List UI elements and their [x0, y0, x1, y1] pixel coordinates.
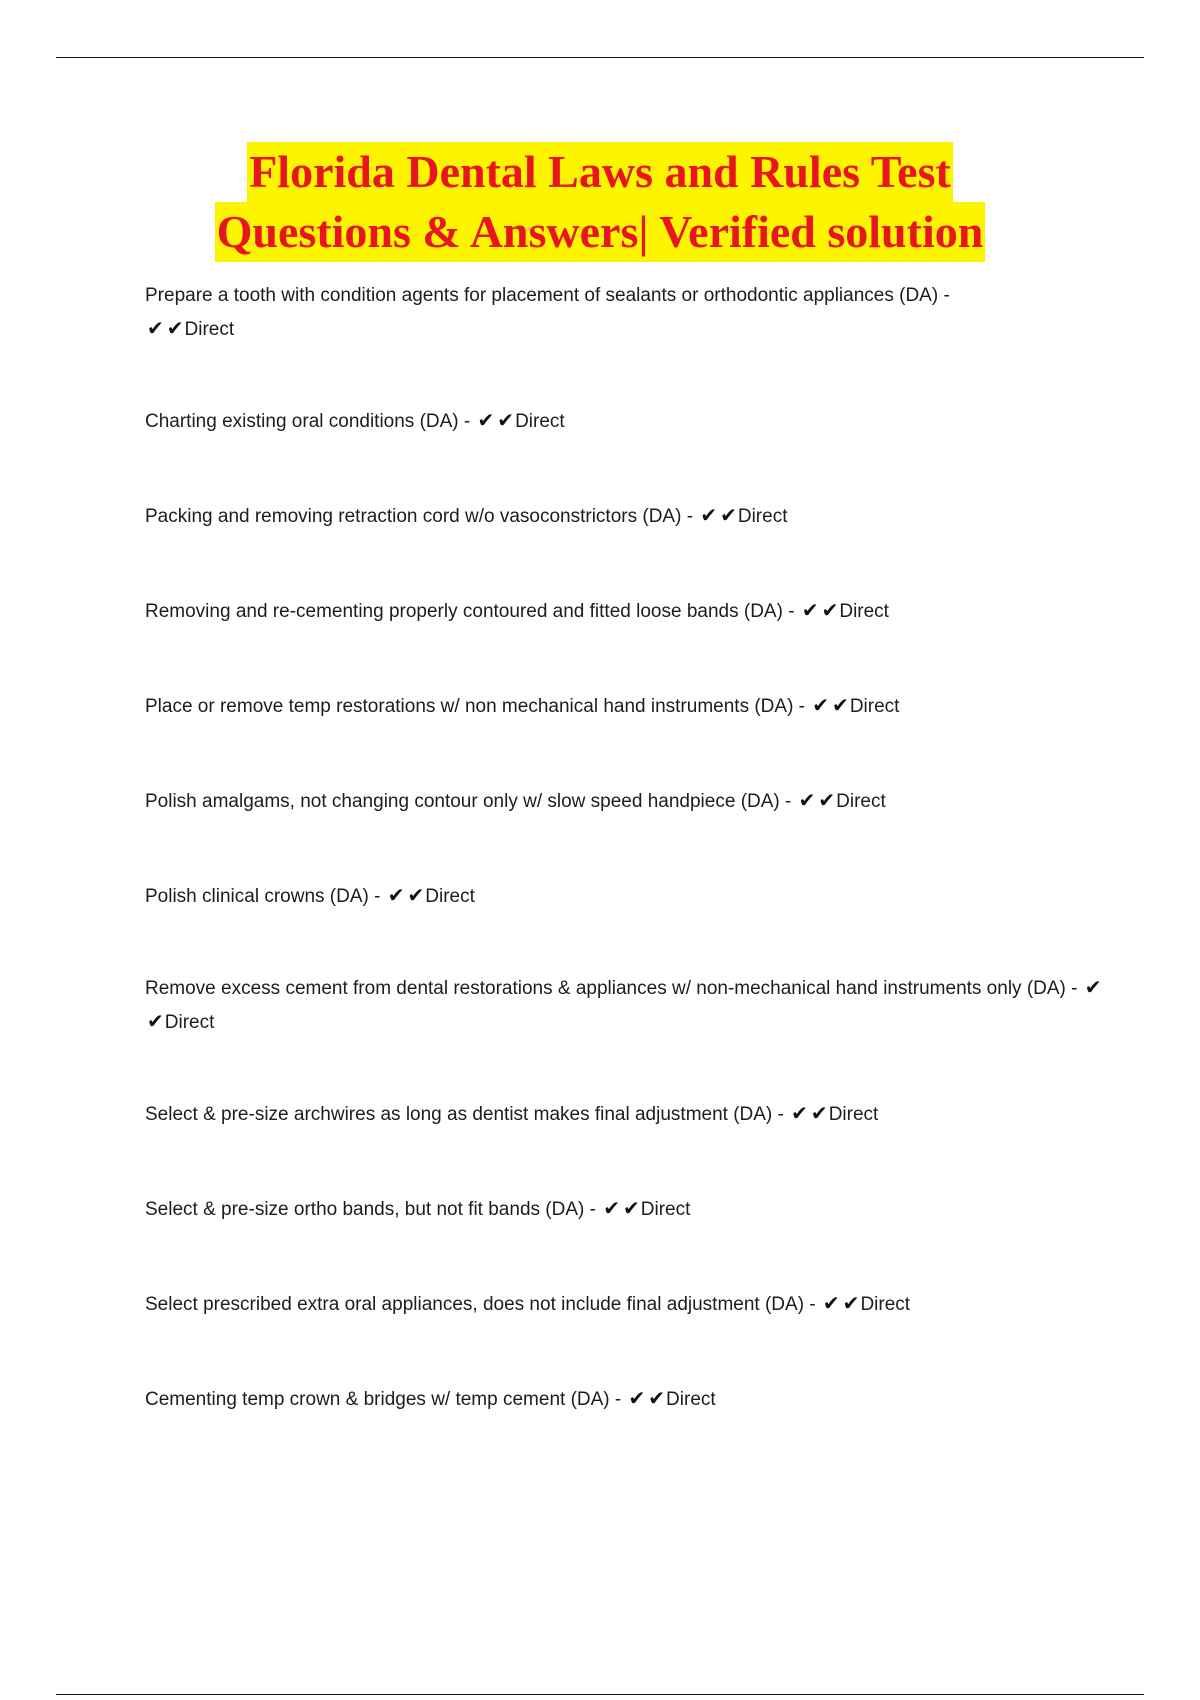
- qa-answer: Direct: [164, 1012, 215, 1033]
- qa-question: Remove excess cement from dental restorations & appliances w/ non-mechanical hand instruments only (DA) -: [145, 978, 1078, 999]
- title-line-1: Florida Dental Laws and Rules Test: [247, 142, 953, 202]
- qa-question: Polish amalgams, not changing contour only w/ slow speed handpiece (DA) -: [145, 791, 792, 812]
- check-icon: ✔: [798, 788, 816, 812]
- qa-question: Cementing temp crown & bridges w/ temp cement (DA) -: [145, 1389, 622, 1410]
- qa-item: [145, 594, 1105, 628]
- check-icon: ✔: [720, 503, 737, 527]
- check-icon: ✔: [1084, 975, 1102, 999]
- footer-rule: [56, 1694, 1144, 1695]
- qa-answer: Direct: [515, 411, 565, 432]
- check-icon: ✔: [166, 316, 184, 340]
- qa-question: Removing and re-cementing properly contoured and fitted loose bands (DA) -: [145, 601, 795, 622]
- check-icon: ✔: [147, 316, 164, 340]
- qa-answer: Direct: [839, 601, 889, 622]
- qa-answer: Direct: [640, 1199, 691, 1220]
- document-title: [0, 142, 1200, 262]
- qa-question: Packing and removing retraction cord w/o vasoconstrictors (DA) -: [145, 506, 694, 527]
- qa-item: [145, 1287, 1105, 1321]
- qa-item: [145, 689, 1105, 723]
- check-icon: ✔: [700, 503, 718, 527]
- qa-question: Select prescribed extra oral appliances, does not include final adjustment (DA) -: [145, 1294, 816, 1315]
- check-icon: ✔: [603, 1196, 620, 1220]
- qa-item: [145, 1097, 1105, 1131]
- check-icon: ✔: [832, 693, 849, 717]
- qa-item: [145, 971, 1105, 1039]
- check-icon: ✔: [818, 788, 836, 812]
- qa-answer: Direct: [828, 1104, 879, 1125]
- qa-list: [145, 280, 1105, 1416]
- qa-item: [145, 1382, 1105, 1416]
- qa-question: Polish clinical crowns (DA) -: [145, 886, 381, 907]
- check-icon: ✔: [801, 598, 819, 622]
- check-icon: ✔: [810, 1101, 828, 1125]
- check-icon: ✔: [822, 1291, 840, 1315]
- qa-item: [145, 280, 1105, 346]
- header-rule: [56, 57, 1144, 58]
- qa-answer: Direct: [860, 1294, 911, 1315]
- qa-item: [145, 784, 1105, 818]
- check-icon: ✔: [497, 408, 515, 432]
- check-icon: ✔: [812, 693, 830, 717]
- check-icon: ✔: [407, 883, 425, 907]
- qa-question: Select & pre-size archwires as long as dentist makes final adjustment (DA) -: [145, 1104, 784, 1125]
- qa-item: [145, 404, 1105, 438]
- check-icon: ✔: [477, 408, 495, 432]
- qa-item: [145, 499, 1105, 533]
- qa-answer: Direct: [425, 886, 475, 907]
- check-icon: ✔: [821, 598, 839, 622]
- check-icon: ✔: [628, 1386, 646, 1410]
- check-icon: ✔: [147, 1009, 164, 1033]
- title-line-2: Questions & Answers| Verified solution: [215, 202, 986, 262]
- check-icon: ✔: [387, 883, 405, 907]
- check-icon: ✔: [648, 1386, 666, 1410]
- qa-answer: Direct: [184, 319, 235, 340]
- qa-question: Charting existing oral conditions (DA) -: [145, 411, 471, 432]
- qa-item: [145, 879, 1105, 913]
- qa-answer: Direct: [836, 791, 886, 812]
- qa-question: Prepare a tooth with condition agents for placement of sealants or orthodontic appliances (DA) -: [145, 285, 950, 306]
- qa-question: Select & pre-size ortho bands, but not fit bands (DA) -: [145, 1199, 596, 1220]
- qa-answer: Direct: [737, 506, 788, 527]
- qa-question: Place or remove temp restorations w/ non mechanical hand instruments (DA) -: [145, 696, 805, 717]
- qa-answer: Direct: [849, 696, 900, 717]
- qa-answer: Direct: [666, 1389, 716, 1410]
- check-icon: ✔: [842, 1291, 860, 1315]
- qa-item: [145, 1192, 1105, 1226]
- check-icon: ✔: [791, 1101, 808, 1125]
- check-icon: ✔: [623, 1196, 640, 1220]
